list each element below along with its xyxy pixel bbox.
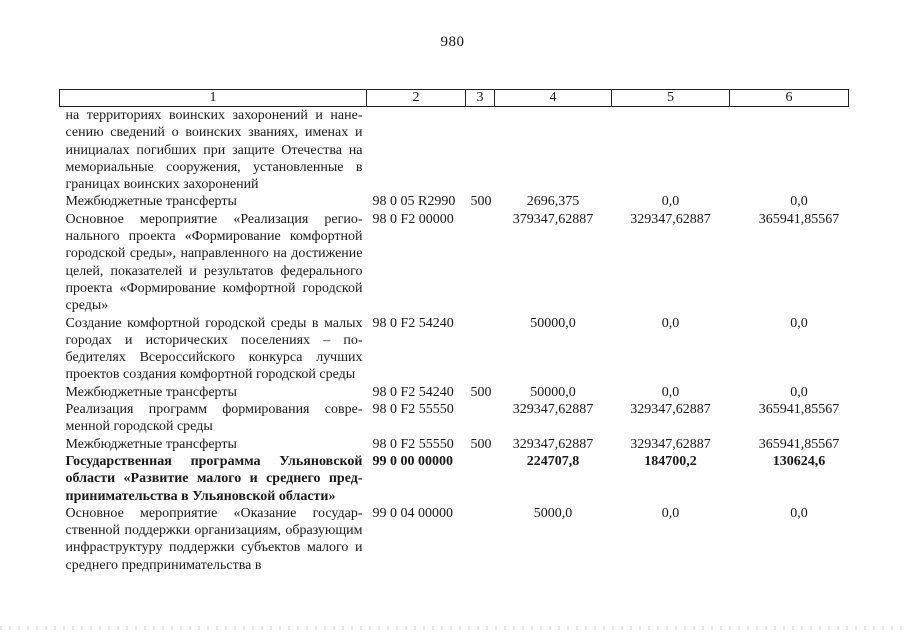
row-vr-cell	[466, 453, 495, 505]
row-code-cell: 99 0 04 00000	[372, 505, 453, 521]
row-code-cell	[367, 107, 466, 194]
row-vr-cell: 500	[470, 384, 492, 400]
table-row	[60, 401, 849, 436]
row-code-cell: 99 0 00 00000	[372, 453, 453, 469]
column-header-vr: 3	[466, 90, 495, 107]
row-amount-3-cell: 0,0	[790, 505, 808, 521]
table-body	[60, 107, 849, 575]
row-amount-2-cell: 184700,2	[644, 453, 697, 469]
row-code-cell: 98 0 F2 55550	[372, 436, 454, 452]
row-amount-3-cell: 0,0	[790, 194, 808, 210]
row-amount-2-cell: 0,0	[661, 194, 680, 210]
row-amount-2-cell: 329347,62887	[630, 402, 711, 418]
table-row	[60, 193, 849, 210]
table-header	[60, 90, 849, 107]
row-code-cell: 98 0 F2 54240	[372, 315, 454, 331]
row-amount-3-cell	[730, 107, 849, 194]
row-amount-3-cell: 365941,85567	[758, 211, 840, 227]
row-name-cell: на территориях воинских захоронений и нанесению сведений о воинских званиях, именах и инициалах погибших при защите Отечества на мемориальные сооружения, установленные в границах воинских захоронений	[65, 108, 363, 193]
row-name-cell: Межбюджетные трансферты	[65, 194, 237, 210]
row-vr-cell	[466, 505, 495, 574]
row-amount-3-cell: 365941,85567	[758, 436, 840, 452]
row-amount-1-cell: 50000,0	[530, 315, 576, 331]
row-amount-3-cell: 365941,85567	[758, 402, 840, 418]
row-amount-1-cell	[495, 107, 612, 194]
table-row	[60, 107, 849, 194]
row-amount-2-cell: 0,0	[661, 315, 680, 331]
row-amount-3-cell: 0,0	[790, 315, 808, 331]
row-name-cell: Межбюджетные трансферты	[65, 384, 237, 400]
row-vr-cell: 500	[470, 194, 492, 210]
row-vr-cell	[466, 211, 495, 315]
table-row	[60, 211, 849, 315]
row-amount-2-cell: 329347,62887	[630, 436, 711, 452]
row-vr-cell	[466, 315, 495, 384]
table-row	[60, 384, 849, 401]
row-amount-1-cell: 5000,0	[533, 505, 573, 521]
row-amount-2-cell: 329347,62887	[630, 211, 711, 227]
row-amount-1-cell: 2696,375	[526, 194, 580, 210]
row-name-cell: Основное мероприятие «Реализация регионального проекта «Формирование комфортной городской среды», направленного на достижение целей, показателей и результатов федерального проекта «Формирование комфортной городской среды»	[65, 211, 363, 314]
row-name-cell: Межбюджетные трансферты	[65, 436, 237, 452]
table-row	[60, 436, 849, 453]
row-name-cell: Создание комфортной городской среды в малых городах и исторических поселениях – победителях Всероссийского конкурса лучших проектов создания комфортной городской среды	[65, 315, 363, 383]
scan-artifact	[0, 626, 905, 630]
row-vr-cell: 500	[470, 436, 492, 452]
budget-table	[59, 89, 849, 574]
row-amount-2-cell	[612, 107, 730, 194]
column-header-amount-2: 5	[612, 90, 730, 107]
row-amount-1-cell: 379347,62887	[512, 211, 594, 227]
row-amount-1-cell: 329347,62887	[512, 402, 594, 418]
column-header-code: 2	[367, 90, 466, 107]
row-vr-cell	[466, 401, 495, 436]
row-code-cell: 98 0 05 R2990	[372, 194, 456, 210]
row-name-cell: Основное мероприятие «Оказание государственной поддержки организациям, образующим инфраструктуру поддержки субъектов малого и среднего предпринимательства в	[65, 505, 363, 573]
row-amount-3-cell: 130624,6	[772, 453, 826, 469]
column-header-amount-3: 6	[730, 90, 849, 107]
row-amount-1-cell: 224707,8	[526, 453, 580, 469]
row-amount-1-cell: 50000,0	[530, 384, 576, 400]
row-name-cell: Реализация программ формирования современной городской среды	[65, 402, 363, 435]
table-row	[60, 453, 849, 505]
page-number: 980	[440, 34, 465, 50]
row-code-cell: 98 0 F2 00000	[372, 211, 454, 227]
row-code-cell: 98 0 F2 54240	[372, 384, 454, 400]
row-amount-2-cell: 0,0	[661, 505, 680, 521]
row-amount-3-cell: 0,0	[790, 384, 808, 400]
row-name-cell: Государственная программа Ульяновской области «Развитие малого и среднего предпринимательства в Ульяновской области»	[65, 453, 363, 504]
row-vr-cell	[466, 107, 495, 194]
row-amount-2-cell: 0,0	[661, 384, 680, 400]
table-row	[60, 315, 849, 384]
table-row	[60, 505, 849, 574]
column-header-amount-1: 4	[495, 90, 612, 107]
row-amount-1-cell: 329347,62887	[512, 436, 594, 452]
row-code-cell: 98 0 F2 55550	[372, 402, 454, 418]
column-header-name: 1	[60, 90, 367, 107]
